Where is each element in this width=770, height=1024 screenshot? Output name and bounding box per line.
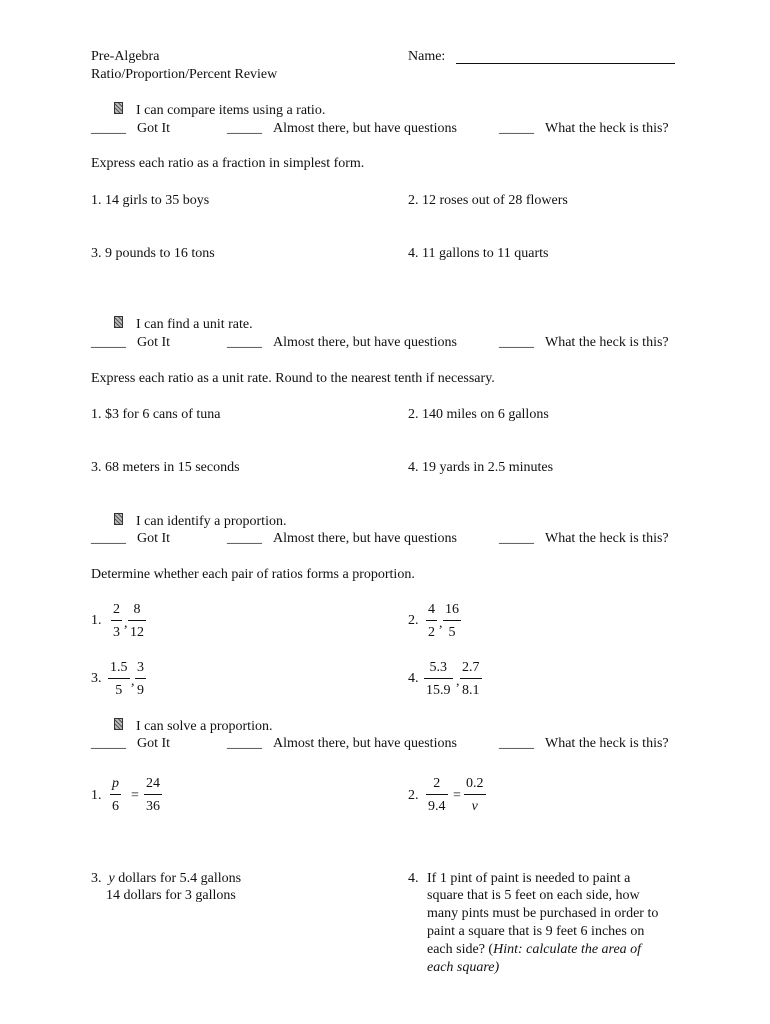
fraction: 16 5 xyxy=(445,602,459,640)
problem-3-1-number: 1. xyxy=(91,613,102,628)
fraction: 24 36 xyxy=(146,776,160,814)
checkbox-icon xyxy=(114,102,123,114)
rating-heck: What the heck is this? xyxy=(545,121,669,136)
comma: , xyxy=(456,674,460,689)
fraction: 5.3 15.9 xyxy=(426,660,451,698)
rating-almost: Almost there, but have questions xyxy=(273,736,457,751)
rating-heck: What the heck is this? xyxy=(545,531,669,546)
checkbox-icon xyxy=(114,718,123,730)
rating-got-it: Got It xyxy=(137,335,171,350)
problem-3-4-number: 4. xyxy=(408,671,419,686)
rating-blank-almost[interactable]: _____ xyxy=(227,736,262,751)
rating-blank-heck[interactable]: _____ xyxy=(499,531,534,546)
fraction: 4 2 xyxy=(428,602,435,640)
instruction-2: Express each ratio as a unit rate. Round to the nearest tenth if necessary. xyxy=(91,371,495,386)
problem-3-2-number: 2. xyxy=(408,613,419,628)
problem-4-4-line2: square that is 5 feet on each side, how xyxy=(427,888,640,903)
fraction: 3 9 xyxy=(137,660,144,698)
problem-4-1-number: 1. xyxy=(91,788,102,803)
problem-4-3-line1: 3. y dollars for 5.4 gallons xyxy=(91,871,242,886)
rating-blank-heck[interactable]: _____ xyxy=(499,736,534,751)
fraction: p 6 xyxy=(112,776,119,814)
checkbox-icon xyxy=(114,513,123,525)
comma: , xyxy=(124,616,128,631)
problem-4-3-line2: 14 dollars for 3 gallons xyxy=(106,888,236,903)
rating-got-it: Got It xyxy=(137,121,171,136)
problem-2-3: 3. 68 meters in 15 seconds xyxy=(91,460,240,475)
problem-1-3: 3. 9 pounds to 16 tons xyxy=(91,246,215,261)
rating-blank-got-it[interactable]: _____ xyxy=(91,531,126,546)
fraction: 2.7 8.1 xyxy=(462,660,480,698)
instruction-3: Determine whether each pair of ratios forms a proportion. xyxy=(91,567,415,582)
rating-blank-got-it[interactable]: _____ xyxy=(91,736,126,751)
name-label: Name: xyxy=(408,49,446,64)
equals-sign: = xyxy=(131,788,139,803)
problem-1-4: 4. 11 gallons to 11 quarts xyxy=(408,246,549,261)
rating-heck: What the heck is this? xyxy=(545,335,669,350)
comma: , xyxy=(439,616,443,631)
problem-4-4-line1: If 1 pint of paint is needed to paint a xyxy=(427,871,631,886)
problem-1-2: 2. 12 roses out of 28 flowers xyxy=(408,193,568,208)
comma: , xyxy=(131,674,135,689)
problem-2-4: 4. 19 yards in 2.5 minutes xyxy=(408,460,554,475)
problem-4-4-line4: paint a square that is 9 feet 6 inches on xyxy=(427,924,645,939)
objective-4: I can solve a proportion. xyxy=(136,719,273,734)
objective-3: I can identify a proportion. xyxy=(136,514,287,529)
problem-4-4-line3: many pints must be purchased in order to xyxy=(427,906,659,921)
objective-2: I can find a unit rate. xyxy=(136,317,253,332)
fraction: 1.5 5 xyxy=(110,660,128,698)
rating-almost: Almost there, but have questions xyxy=(273,531,457,546)
rating-almost: Almost there, but have questions xyxy=(273,335,457,350)
problem-2-1: 1. $3 for 6 cans of tuna xyxy=(91,407,221,422)
rating-blank-almost[interactable]: _____ xyxy=(227,335,262,350)
rating-heck: What the heck is this? xyxy=(545,736,669,751)
equals-sign: = xyxy=(453,788,461,803)
rating-blank-almost[interactable]: _____ xyxy=(227,121,262,136)
name-field[interactable] xyxy=(456,63,675,64)
problem-4-4-line5: each side? (Hint: calculate the area of xyxy=(427,942,642,957)
rating-got-it: Got It xyxy=(137,736,171,751)
course-title: Pre-Algebra xyxy=(91,49,160,64)
problem-4-4-line6: each square) xyxy=(427,960,500,975)
fraction: 2 3 xyxy=(113,602,120,640)
problem-4-4-number: 4. xyxy=(408,871,419,886)
fraction: 0.2 v xyxy=(466,776,484,814)
objective-1: I can compare items using a ratio. xyxy=(136,103,326,118)
problem-3-3-number: 3. xyxy=(91,671,102,686)
rating-blank-heck[interactable]: _____ xyxy=(499,121,534,136)
problem-1-1: 1. 14 girls to 35 boys xyxy=(91,193,210,208)
checkbox-icon xyxy=(114,316,123,328)
fraction: 2 9.4 xyxy=(428,776,446,814)
problem-2-2: 2. 140 miles on 6 gallons xyxy=(408,407,549,422)
rating-blank-got-it[interactable]: _____ xyxy=(91,121,126,136)
fraction: 8 12 xyxy=(130,602,144,640)
problem-4-2-number: 2. xyxy=(408,788,419,803)
instruction-1: Express each ratio as a fraction in simplest form. xyxy=(91,156,365,171)
rating-blank-almost[interactable]: _____ xyxy=(227,531,262,546)
rating-got-it: Got It xyxy=(137,531,171,546)
rating-almost: Almost there, but have questions xyxy=(273,121,457,136)
unit-title: Ratio/Proportion/Percent Review xyxy=(91,67,278,82)
rating-blank-got-it[interactable]: _____ xyxy=(91,335,126,350)
rating-blank-heck[interactable]: _____ xyxy=(499,335,534,350)
